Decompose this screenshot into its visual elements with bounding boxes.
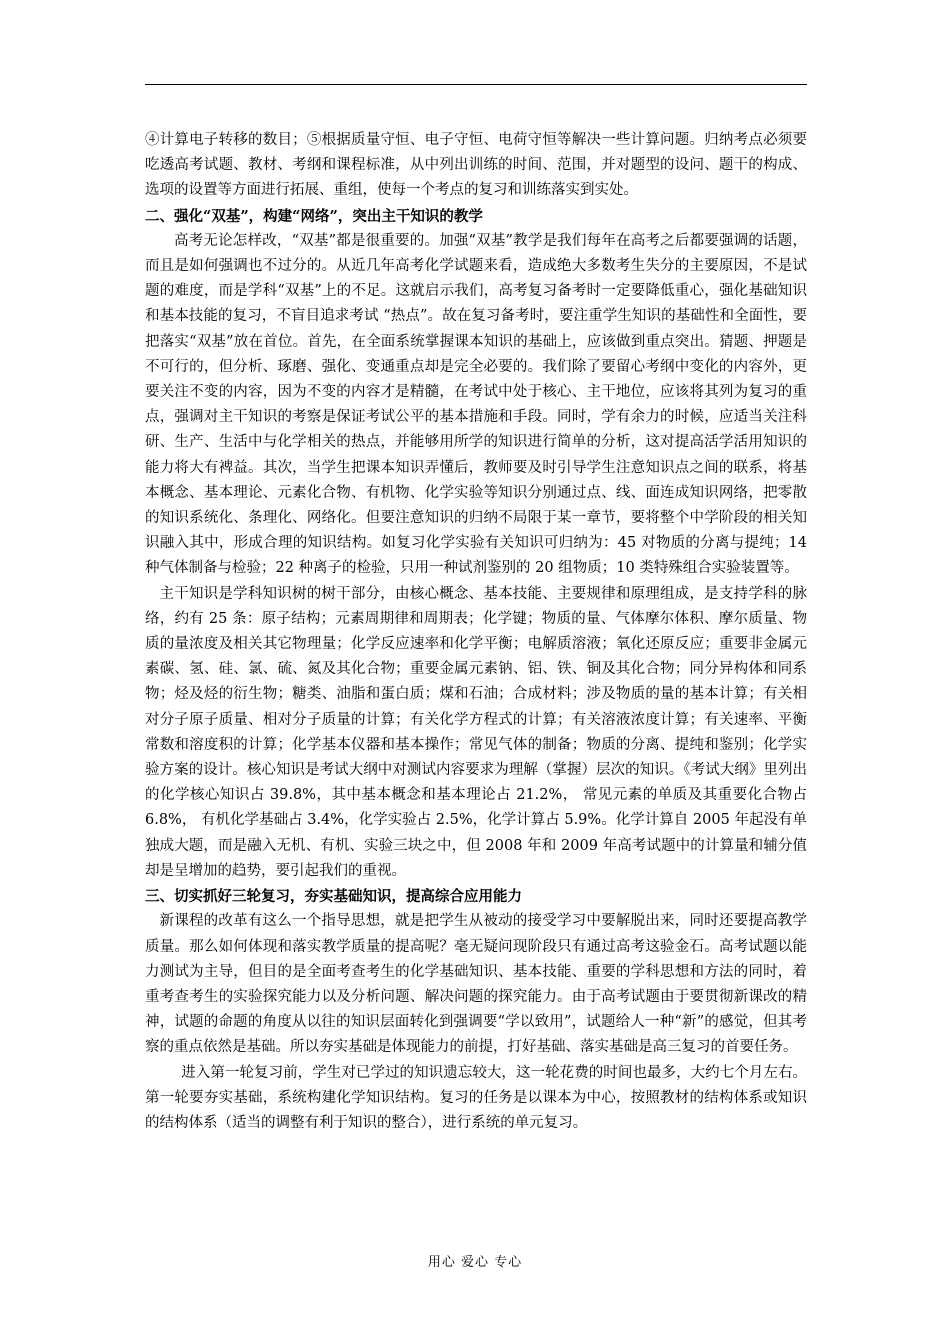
paragraph-2: 主干知识是学科知识树的树干部分，由核心概念、基本技能、主要规律和原理组成，是支持学科的脉络，约有 25 条：原子结构；元素周期律和周期表；化学键；物质的量、气体摩尔体积、摩尔质量、物质的量浓度及相关其它物理量；化学反应速率和化学平衡；电解质溶液；氧化还原反应；重要非金属元素碳、氢、硅、氯、硫、氮及其化合物；重要金属元素钠、铝、铁、铜及其化合物；同分异构体和同系物；烃及烃的衍生物；糖类、油脂和蛋白质；煤和石油；合成材料；涉及物质的量的基本计算；有关相对分子原子质量、相对分子质量的计算；有关化学方程式的计算；有关溶液浓度计算；有关速率、平衡常数和溶度积的计算；化学基本仪器和基本操作；常见气体的制备；物质的分离、提纯和鉴别；化学实验方案的设计。核心知识是考试大纲中对测试内容要求为理解（掌握）层次的知识。《考试大纲》里列出的化学核心知识占 39.8%，其中基本概念和基本理论占 21.2%， 常见元素的单质及其重要化合物占 6.8%， 有机化学基础占 3.4%，化学实验占 2.5%，化学计算占 5.9%。化学计算自 2005 年起没有单独成大题，而是融入无机、有机、实验三块之中，但 2008 年和 2009 年高考试题中的计算量和辅分值却是呈增加的趋势，要引起我们的重视。 [145, 585, 807, 879]
header-rule [145, 84, 807, 85]
paragraph-1: 高考无论怎样改，“双基”都是很重要的。加强“双基”教学是我们每年在高考之后都要强调的话题，而且是如何强调也不过分的。从近几年高考化学试题来看，造成绝大多数考生失分的主要原因，不是试题的难度，而是学科“双基”上的不足。这就启示我们，高考复习备考时一定要降低重心，强化基础知识和基本技能的复习，不盲目追求考试 “热点”。故在复习备考时，要注重学生知识的基础性和全面性，要把落实“双基”放在首位。首先，在全面系统掌握课本知识的基础上，应该做到重点突出。猜题、押题是不可行的，但分析、琢磨、强化、变通重点却是完全必要的。我们除了要留心考纲中变化的内容外，更要关注不变的内容，因为不变的内容才是精髓，在考试中处于核心、主干地位，应该将其列为复习的重点，强调对主干知识的考察是保证考试公平的基本措施和手段。同时，学有余力的时候，应适当关注科研、生产、生活中与化学相关的热点，并能够用所学的知识进行简单的分析，这对提高活学活用知识的能力将大有裨益。其次，当学生把课本知识弄懂后，教师要及时引导学生注意知识点之间的联系，将基本概念、基本理论、元素化合物、有机物、化学实验等知识分别通过点、线、面连成知识网络，把零散的知识系统化、条理化、网络化。但要注意知识的归纳不局限于某一章节，要将整个中学阶段的相关知识融入其中，形成合理的知识结构。如复习化学实验有关知识可归纳为：45 对物质的分离与提纯；14 种气体制备与检验；22 种离子的检验，只用一种试剂鉴别的 20 组物质；10 类特殊组合实验装置等。 [145, 232, 807, 577]
section-heading-2: 二、强化“双基”，构建“网络”，突出主干知识的教学 [145, 207, 483, 225]
paragraph-4: 进入第一轮复习前，学生对已学过的知识遗忘较大，这一轮花费的时间也最多，大约七个月左右。 第一轮要夯实基础，系统构建化学知识结构。复习的任务是以课本为中心，按照教材的结构体系或知识的结构体系（适当的调整有利于知识的整合），进行系统的单元复习。 [145, 1064, 807, 1131]
paragraph-3: 新课程的改革有这么一个指导思想，就是把学生从被动的接受学习中要解脱出来，同时还要提高教学质量。那么如何体现和落实教学质量的提高呢？毫无疑问现阶段只有通过高考这验金石。高考试题以能力测试为主导，但目的是全面考查考生的化学基础知识、基本技能、重要的学科思想和方法的同时，着重考查考生的实验探究能力以及分析问题、解决问题的探究能力。由于高考试题由于要贯彻新课改的精神，试题的命题的角度从以往的知识层面转化到强调要“学以致用”，试题给人一种“新”的感觉，但其考察的重点依然是基础。所以夯实基础是体现能力的前提，打好基础、落实基础是高三复习的首要任务。 [145, 913, 807, 1056]
page-footer: 用心 爱心 专心 [427, 1255, 523, 1270]
paragraph-0: ④计算电子转移的数目；⑤根据质量守恒、电子守恒、电荷守恒等解决一些计算问题。归纳考点必须要吃透高考试题、教材、考纲和课程标准，从中列出训练的时间、范围，并对题型的设问、题干的构成、选项的设置等方面进行拓展、重组，使每一个考点的复习和训练落实到实处。 [145, 132, 807, 199]
document-body [145, 128, 807, 1136]
section-heading-3: 三、切实抓好三轮复习，夯实基础知识，提高综合应用能力 [145, 888, 522, 906]
